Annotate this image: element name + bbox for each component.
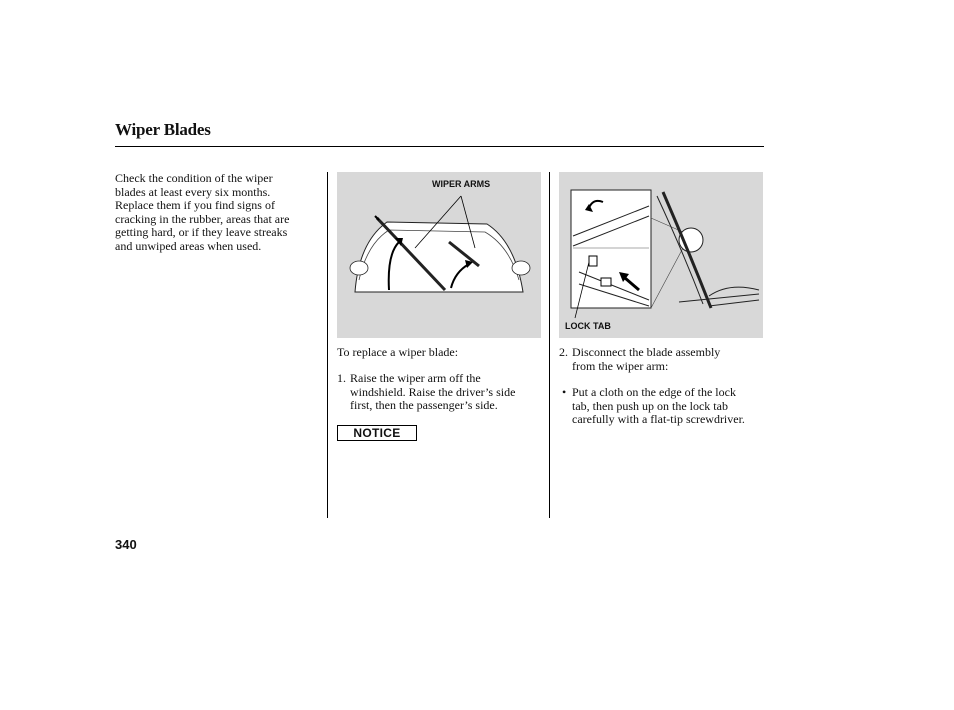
intro-line: and unwiped areas when used.: [115, 238, 262, 253]
wiper-arms-illustration: [337, 172, 541, 338]
page-title: Wiper Blades: [115, 120, 211, 139]
step-2-text: [572, 346, 720, 373]
page-number: 340: [115, 537, 137, 552]
replace-lead: To replace a wiper blade:: [337, 345, 459, 359]
intro-paragraph: [115, 172, 325, 253]
bullet-line: Put a cloth on the edge of the lock: [572, 385, 736, 399]
step-number: 2.: [559, 345, 568, 359]
bullet-line: carefully with a flat-tip screwdriver.: [572, 412, 745, 426]
lock-tab-illustration: [559, 172, 763, 338]
bullet-icon: •: [562, 385, 567, 399]
column-divider-right: [549, 172, 550, 518]
step-line: Disconnect the blade assembly: [572, 345, 721, 359]
step-1-text: [350, 372, 515, 413]
windshield-drawing: [337, 172, 541, 338]
step-line: Raise the wiper arm off the: [350, 371, 481, 385]
column-divider-left: [327, 172, 328, 518]
step-2: [559, 346, 769, 376]
intro-line: blades at least every six months.: [115, 184, 271, 199]
bullet-line: tab, then push up on the lock tab: [572, 398, 728, 413]
bullet-text: [572, 386, 745, 427]
wiper-arms-label: WIPER ARMS: [432, 179, 491, 189]
step-1: [337, 372, 547, 417]
intro-line: Replace them if you find signs of: [115, 198, 275, 212]
bullet-item: [562, 386, 772, 431]
title-divider: [115, 146, 764, 147]
intro-line: Check the condition of the wiper: [115, 171, 273, 185]
intro-line: getting hard, or if they leave streaks: [115, 225, 288, 239]
step-line: first, then the passenger’s side.: [350, 398, 498, 412]
lock-tab-label: LOCK TAB: [565, 321, 611, 331]
step-line: windshield. Raise the driver’s side: [350, 384, 516, 399]
step-number: 1.: [337, 371, 346, 385]
lock-tab-drawing: [559, 172, 763, 338]
intro-line: cracking in the rubber, areas that are: [115, 211, 290, 226]
step-line: from the wiper arm:: [572, 358, 669, 373]
notice-badge: NOTICE: [337, 425, 417, 441]
